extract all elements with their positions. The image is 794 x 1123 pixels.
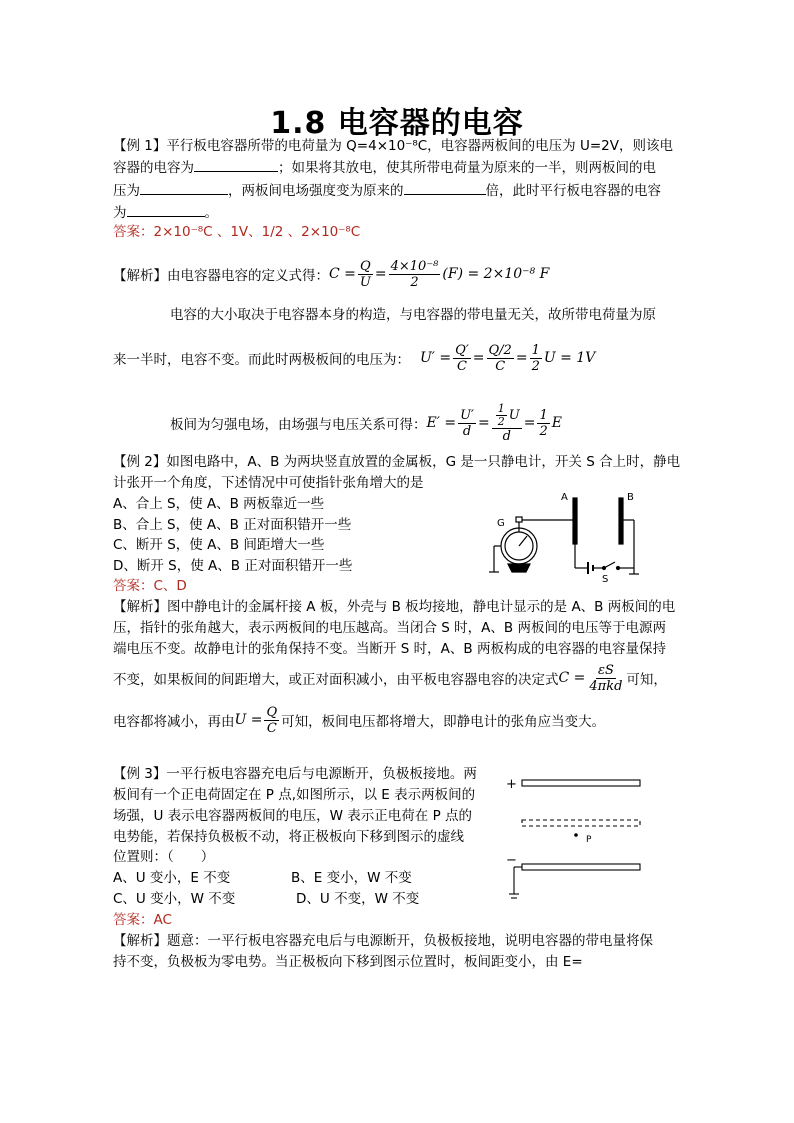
fraction [458, 408, 476, 439]
ex2-line-1: 【例 2】如图电路中，A、B 为两块竖直放置的金属板，G 是一只静电计，开关 S 合上时，静电 [113, 454, 681, 470]
fraction [453, 343, 471, 374]
denominator: 2 [539, 423, 548, 439]
electrometer-knob [516, 517, 522, 522]
ex1-para-1: 电容的大小取决于电容器本身的构造，与电容器的带电量无关，故所带电荷量为原 [170, 307, 656, 323]
ex1-line-2 [113, 157, 656, 178]
ex3-line-1: 【例 3】一平行板电容器充电后与电源断开，负极板接地。两 [113, 766, 477, 782]
fraction [537, 408, 549, 439]
ex1-line-3c: 倍，此时平行板电容器的电容 [485, 183, 661, 199]
label-g: G [497, 518, 505, 529]
ex2-option-c: C、断开 S，使 A、B 间距增大一些 [113, 537, 325, 553]
ex3-option-d: D、U 不变，W 不变 [296, 891, 420, 907]
numerator-var: U [508, 407, 520, 423]
plate-a [573, 498, 577, 544]
ex1-para-2: 来一半时，电容不变。而此时两极板间的电压为： [113, 352, 410, 368]
denominator: C [495, 358, 506, 374]
numerator: U′ [460, 407, 475, 423]
ex1-line-1: 【例 1】平行板电容器所带的电荷量为 Q=4×10⁻⁸C，电容器两板间的电压为 U=2V，则该电 [113, 138, 673, 154]
fraction-compound [492, 403, 522, 444]
positive-plate [522, 780, 640, 786]
denominator: C [457, 358, 467, 374]
ex2-option-a: A、合上 S，使 A、B 两板靠近一些 [113, 496, 325, 512]
ex1-line-4a: 为 [113, 205, 127, 221]
numerator: Q′ [455, 342, 469, 358]
equals-sign: = [472, 350, 485, 366]
ex2-line-2: 计张开一个角度，下述情况中可使指针张角增大的是 [113, 475, 424, 491]
ex3-line-5: 位置则：（ ） [113, 849, 215, 865]
ex1-solution-label: 【解析】由电容器电容的定义式得： [113, 268, 329, 284]
label-s: S [602, 574, 609, 585]
equals-sign: = [523, 415, 536, 431]
ex1-answer: 答案：2×10⁻⁸C 、1V、1/2 、2×10⁻⁸C [113, 224, 361, 240]
equals-sign: = [478, 415, 490, 431]
ex2-option-d: D、断开 S，使 A、B 正对面积错开一些 [113, 558, 353, 574]
numerator: εS [597, 662, 614, 678]
ex3-line-4: 电势能，若保持负极板不动，将正极板向下移到图示的虚线 [113, 829, 464, 845]
switch-lever [604, 562, 615, 568]
denominator: 2 [531, 358, 540, 374]
numerator: 1 [531, 342, 540, 358]
denominator: 2 [497, 414, 505, 428]
ex2-solution-5 [113, 700, 605, 740]
ex3-solution-1: 【解析】题意：一平行板电容器充电后与电源断开，负极板接地，说明电容器的带电量将保 [113, 933, 653, 949]
ex1-line-3b: ，两板间电场强度变为原来的 [228, 183, 404, 199]
ex1-line-3 [113, 180, 661, 201]
electrometer-needle [519, 536, 527, 546]
answer-blank-2 [140, 180, 228, 195]
numerator: Q/2 [488, 342, 512, 358]
numerator [492, 403, 522, 429]
numerator: Q [266, 704, 278, 720]
equals-sign: = [515, 350, 528, 366]
answer-blank-1 [194, 157, 278, 172]
equals-sign: = [374, 266, 387, 282]
electrometer-stand [508, 564, 530, 572]
ex1-line-2a: 容器的电容为 [113, 160, 194, 176]
negative-plate [522, 864, 640, 870]
ex2-solution-4-end: 可知， [626, 672, 667, 688]
ex1-line-4b: 。 [204, 205, 218, 221]
label-plus: + [506, 777, 517, 792]
ex1-solution-formula-line [113, 256, 549, 292]
page-title: 1.8 电容器的电容 [270, 106, 524, 141]
ex3-line-2: 板间有一个正电荷固定在 P 点,如图所示，以 E 表示两板间的 [113, 787, 476, 803]
formula-lhs: E′ = [426, 415, 457, 431]
label-minus: − [506, 853, 517, 868]
numerator: Q [360, 258, 371, 274]
ex2-solution-2: 压，指针的张角越大，表示两板间的电压越高。当闭合 S 时，A、B 两板间的电压等于电源两 [113, 620, 666, 636]
ex3-answer: 答案：AC [113, 912, 172, 928]
fraction [587, 663, 624, 694]
answer-blank-3 [404, 180, 486, 195]
point-p [574, 833, 578, 837]
ex2-solution-4-text: 不变，如果板间的间距增大，或正对面积减小，由平板电容器电容的决定式 [113, 672, 559, 688]
plate-b [619, 498, 623, 544]
ex2-solution-1: 【解析】图中静电计的金属杆接 A 板，外壳与 B 板均接地，静电计显示的是 A、B 两板间的电 [113, 599, 676, 615]
ex3-option-b: B、E 变小，W 不变 [291, 870, 412, 886]
ex1-line-4 [113, 202, 218, 223]
denominator: 2 [410, 274, 419, 290]
fraction [496, 403, 507, 428]
denominator: 4πkd [589, 678, 623, 694]
ex1-line-3a: 压为 [113, 183, 140, 199]
denominator: C [266, 720, 277, 736]
fraction [487, 343, 514, 374]
denominator: U [359, 274, 371, 290]
ex1-para-3: 板间为匀强电场，由场强与电压关系可得： [170, 417, 427, 433]
label-b: B [627, 492, 634, 503]
ex3-option-a: A、U 变小，E 不变 [113, 870, 231, 886]
ex2-solution-3: 端电压不变。故静电计的张角保持不变。当断开 S 时，A、B 两板构成的电容器的电容量保持 [113, 641, 666, 657]
formula-lhs: U′ = [420, 350, 452, 366]
ex1-para-3-line [170, 392, 562, 454]
numerator: 1 [539, 407, 548, 423]
formula-lhs: C = [329, 266, 356, 282]
ex3-solution-2: 持不变，负极板为零电势。当正极板向下移到图示位置时，板间距变小，由 E= [113, 954, 583, 970]
circuit-diagram [484, 490, 654, 590]
fraction [389, 259, 441, 290]
fraction [358, 259, 373, 290]
capacitor-diagram [500, 772, 650, 912]
formula-rhs: U = 1V [543, 350, 596, 366]
ex2-option-b: B、合上 S，使 A、B 正对面积错开一些 [113, 517, 352, 533]
fraction [264, 705, 279, 736]
ex1-para-2-line [113, 338, 595, 378]
ex2-answer: 答案：C、D [113, 578, 187, 594]
formula-rhs: (F) = 2×10⁻⁸ F [442, 266, 550, 282]
ex2-solution-5b: 可知，板间电压都将增大，即静电计的张角应当变大。 [281, 714, 606, 730]
numerator: 1 [497, 401, 505, 415]
formula-lhs: U = [234, 712, 263, 728]
numerator: 4×10⁻⁸ [390, 258, 439, 274]
label-p: P [586, 835, 592, 845]
formula-lhs: C = [558, 670, 586, 686]
ex1-line-2b: ；如果将其放电，使其所带电荷量为原来的一半，则两板间的电 [278, 160, 656, 176]
fraction [530, 343, 542, 374]
positive-plate-moved [522, 820, 640, 826]
ex2-solution-4 [113, 660, 667, 696]
label-a: A [561, 492, 568, 503]
denominator: d [462, 423, 472, 439]
ex3-option-c: C、U 变小，W 不变 [113, 891, 236, 907]
denominator: d [502, 428, 511, 444]
ex3-line-3: 场强，U 表示电容器两板间的电压，W 表示正电荷在 P 点的 [113, 808, 473, 824]
ex2-solution-5a: 电容都将减小，再由 [113, 714, 235, 730]
formula-rhs: E [551, 415, 562, 431]
answer-blank-4 [127, 202, 205, 217]
